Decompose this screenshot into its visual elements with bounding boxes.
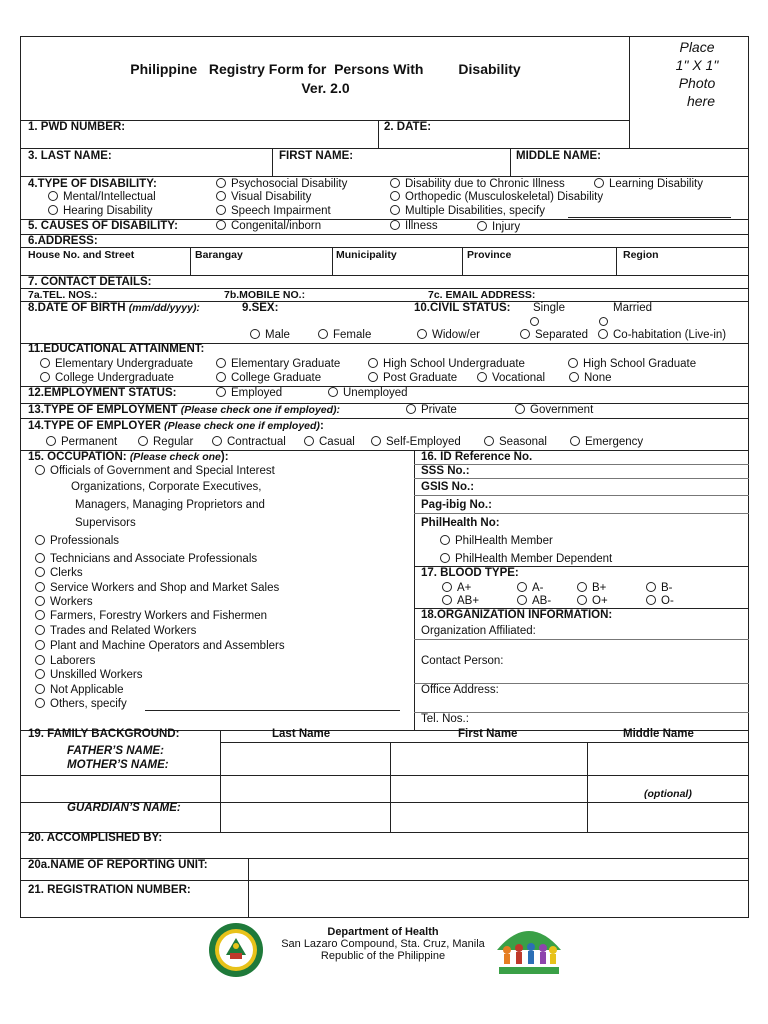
civil-single-radio[interactable] <box>530 317 539 326</box>
rule <box>378 120 379 148</box>
house-street-label: House No. and Street <box>28 249 135 261</box>
header-photo-divider <box>629 36 630 148</box>
sss-label: SSS No.: <box>421 465 470 477</box>
blood-option[interactable]: B+ <box>577 582 606 595</box>
occupation-option[interactable]: Clerks <box>35 567 83 580</box>
rule <box>616 247 617 275</box>
form-title-line2: Ver. 2.0 <box>301 80 350 96</box>
rule <box>414 450 415 730</box>
occupation-text: 15. OCCUPATION: <box>28 451 127 463</box>
address-label: 6.ADDRESS: <box>28 235 98 247</box>
family-col-first: First Name <box>458 728 518 740</box>
disability-option[interactable]: Hearing Disability <box>48 205 152 218</box>
employer-type-option[interactable]: Contractual <box>212 436 286 449</box>
blood-option[interactable]: O+ <box>577 595 608 608</box>
rule <box>414 513 749 514</box>
education-label: 11.EDUCATIONAL ATTAINMENT: <box>28 343 205 355</box>
office-address-label: Office Address: <box>421 684 499 696</box>
blood-option[interactable]: AB- <box>517 595 551 608</box>
education-option[interactable]: Elementary Graduate <box>216 358 340 371</box>
employer-type-note: (Please check one if employed) <box>164 420 320 432</box>
form-title <box>22 60 629 98</box>
tel-label: 7a.TEL. NOS.: <box>28 289 98 301</box>
region-label: Region <box>623 249 659 261</box>
blood-option[interactable]: A- <box>517 582 544 595</box>
rule <box>414 495 749 496</box>
employer-type-label <box>28 420 324 433</box>
cause-option[interactable]: Illness <box>390 220 438 233</box>
disability-option[interactable]: Learning Disability <box>594 178 703 191</box>
form-title-line1: Philippine Registry Form for Persons With Disability <box>130 61 521 77</box>
org-affiliated-label: Organization Affiliated: <box>421 625 536 637</box>
pwd-number-label: 1. PWD NUMBER: <box>28 121 126 133</box>
dob-format: (mm/dd/yyyy): <box>128 302 200 314</box>
occupation-option[interactable]: Others, specify <box>35 698 127 711</box>
blood-option[interactable]: B- <box>646 582 673 595</box>
employer-type-colon: : <box>319 420 324 432</box>
photo-placeholder <box>662 38 732 110</box>
footer-dept: Department of Health <box>327 926 439 938</box>
tel-nos-label: Tel. Nos.: <box>421 713 469 725</box>
rule <box>332 247 333 275</box>
employer-type-option[interactable]: Self-Employed <box>371 436 461 449</box>
employment-status-label: 12.EMPLOYMENT STATUS: <box>28 387 177 399</box>
employment-type-option[interactable]: Government <box>515 404 593 417</box>
education-option[interactable]: None <box>569 372 612 385</box>
cause-option[interactable]: Congenital/inborn <box>216 220 321 233</box>
employment-type-label <box>28 404 340 417</box>
rule <box>390 742 391 832</box>
disability-option[interactable]: Multiple Disabilities, specify <box>390 205 545 218</box>
occupation-option[interactable]: Workers <box>35 596 93 609</box>
middle-name-label: MIDDLE NAME: <box>516 150 601 162</box>
blood-option[interactable]: O- <box>646 595 674 608</box>
occupation-option[interactable]: Plant and Machine Operators and Assemblers <box>35 640 285 653</box>
mother-label: MOTHER’S NAME: <box>67 759 169 771</box>
philhealth-label: PhilHealth No: <box>421 517 500 529</box>
family-bg-label: 19. FAMILY BACKGROUND: <box>28 728 180 740</box>
rule <box>20 775 749 776</box>
employer-type-option[interactable]: Regular <box>138 436 193 449</box>
rule <box>190 247 191 275</box>
father-label: FATHER’S NAME: <box>67 745 164 757</box>
cause-option[interactable]: Injury <box>477 221 520 234</box>
civil-option[interactable]: Separated <box>520 329 588 342</box>
rule <box>20 247 749 248</box>
disability-option[interactable]: Mental/Intellectual <box>48 191 156 204</box>
education-option[interactable]: High School Graduate <box>568 358 696 371</box>
optional-label: (optional) <box>644 788 692 800</box>
civil-married-radio[interactable] <box>599 317 608 326</box>
employment-type-note: (Please check one if employed): <box>180 404 341 416</box>
id-ref-label: 16. ID Reference No. <box>421 451 533 463</box>
blood-option[interactable]: A+ <box>442 582 471 595</box>
employment-status-option[interactable]: Employed <box>216 387 282 400</box>
reporting-unit-label: 20a.NAME OF REPORTING UNIT: <box>28 859 208 871</box>
philhealth-option[interactable]: PhilHealth Member <box>440 535 553 548</box>
disability-option[interactable]: Orthopedic (Musculoskeletal) Disability <box>390 191 603 204</box>
disability-option[interactable]: Disability due to Chronic Illness <box>390 178 565 191</box>
first-name-label: FIRST NAME: <box>279 150 354 162</box>
education-option[interactable]: Vocational <box>477 372 545 385</box>
barangay-label: Barangay <box>195 249 243 261</box>
rule <box>20 148 749 149</box>
sex-label: 9.SEX: <box>242 302 279 314</box>
occupation-option[interactable]: Laborers <box>35 655 95 668</box>
education-option[interactable]: College Graduate <box>216 372 321 385</box>
email-label: 7c. EMAIL ADDRESS: <box>428 289 536 301</box>
sex-option[interactable]: Male <box>250 329 290 342</box>
occupation-officials-cont: Managers, Managing Proprietors and <box>75 499 265 511</box>
last-name-label: 3. LAST NAME: <box>28 150 112 162</box>
occupation-option[interactable]: Professionals <box>35 535 119 548</box>
causes-label: 5. CAUSES OF DISABILITY: <box>28 220 178 232</box>
accomplished-label: 20. ACCOMPLISHED BY: <box>28 832 163 844</box>
registration-label: 21. REGISTRATION NUMBER: <box>28 884 191 896</box>
civil-option-label: Single <box>533 302 565 314</box>
philhealth-option[interactable]: PhilHealth Member Dependent <box>440 553 612 566</box>
rule <box>20 418 749 419</box>
civil-option[interactable]: Co-habitation (Live-in) <box>598 329 726 342</box>
family-col-last: Last Name <box>272 728 331 740</box>
education-option[interactable]: Elementary Undergraduate <box>40 358 193 371</box>
mobile-label: 7b.MOBILE NO.: <box>224 289 306 301</box>
municipality-label: Municipality <box>336 249 397 261</box>
occupation-officials-cont: Organizations, Corporate Executives, <box>71 481 262 493</box>
disability-option[interactable]: Speech Impairment <box>216 205 331 218</box>
rule <box>272 148 273 176</box>
contact-details-label: 7. CONTACT DETAILS: <box>28 276 152 288</box>
rule <box>510 148 511 176</box>
occupation-close: ): <box>220 451 229 463</box>
occupation-option[interactable]: Farmers, Forestry Workers and Fishermen <box>35 610 267 623</box>
employment-type-option[interactable]: Private <box>406 404 457 417</box>
occupation-note: (Please check one <box>129 451 221 463</box>
rule <box>414 639 749 640</box>
rule <box>462 247 463 275</box>
kalusugan-logo-icon <box>493 920 565 976</box>
type-disability-label: 4.TYPE OF DISABILITY: <box>28 178 157 190</box>
rule <box>248 858 249 918</box>
occupation-option[interactable]: Service Workers and Shop and Market Sales <box>35 582 279 595</box>
rule <box>414 478 749 479</box>
occupation-label <box>28 451 229 464</box>
employer-type-option[interactable]: Casual <box>304 436 355 449</box>
blood-option[interactable]: AB+ <box>442 595 479 608</box>
occupation-specify-line[interactable] <box>145 698 400 711</box>
guardian-label: GUARDIAN’S NAME: <box>67 802 181 814</box>
org-info-label: 18.ORGANIZATION INFORMATION: <box>421 609 613 621</box>
rule <box>220 730 221 832</box>
rule <box>20 288 749 289</box>
province-label: Province <box>467 249 512 261</box>
dob-label <box>28 302 200 315</box>
education-option[interactable]: College Undergraduate <box>40 372 174 385</box>
occupation-officials-cont: Supervisors <box>75 517 136 529</box>
photo-line: 1" X 1" <box>675 57 719 73</box>
employer-type-option[interactable]: Emergency <box>570 436 643 449</box>
pagibig-label: Pag-ibig No.: <box>421 499 492 511</box>
dob-text: 8.DATE OF BIRTH <box>28 302 126 314</box>
gsis-label: GSIS No.: <box>421 481 475 493</box>
occupation-option[interactable]: Unskilled Workers <box>35 669 142 682</box>
rule <box>20 234 749 235</box>
photo-line: Place <box>679 39 715 55</box>
photo-line: Photo <box>678 75 716 91</box>
education-option[interactable]: Post Graduate <box>368 372 457 385</box>
employer-type-option[interactable]: Seasonal <box>484 436 547 449</box>
rule <box>20 880 749 881</box>
doh-seal-icon <box>208 922 264 978</box>
blood-type-label: 17. BLOOD TYPE: <box>421 567 519 579</box>
civil-option-label: Married <box>613 302 652 314</box>
civil-status-label: 10.CIVIL STATUS: <box>414 302 511 314</box>
education-option[interactable]: High School Undergraduate <box>368 358 525 371</box>
employer-type-text: 14.TYPE OF EMPLOYER <box>28 420 161 432</box>
footer-address: San Lazaro Compound, Sta. Cruz, Manila <box>281 938 485 950</box>
rule <box>20 176 749 177</box>
civil-option[interactable]: Widow/er <box>417 329 480 342</box>
photo-line: here <box>686 93 716 109</box>
occupation-option[interactable]: Not Applicable <box>35 684 124 697</box>
rule <box>220 742 749 743</box>
employer-type-option[interactable]: Permanent <box>46 436 117 449</box>
employment-type-text: 13.TYPE OF EMPLOYMENT <box>28 404 178 416</box>
rule <box>587 742 588 832</box>
occupation-option-officials[interactable]: Officials of Government and Special Interest <box>35 465 275 478</box>
contact-person-label: Contact Person: <box>421 655 504 667</box>
occupation-option[interactable]: Trades and Related Workers <box>35 625 196 638</box>
date-label: 2. DATE: <box>384 121 432 133</box>
employment-status-option[interactable]: Unemployed <box>328 387 408 400</box>
disability-option[interactable]: Psychosocial Disability <box>216 178 347 191</box>
sex-option[interactable]: Female <box>318 329 371 342</box>
disability-option[interactable]: Visual Disability <box>216 191 311 204</box>
footer-country: Republic of the Philippine <box>320 950 446 962</box>
occupation-option[interactable]: Technicians and Associate Professionals <box>35 553 257 566</box>
family-col-middle: Middle Name <box>623 728 694 740</box>
multiple-disability-specify-line[interactable] <box>568 205 731 218</box>
